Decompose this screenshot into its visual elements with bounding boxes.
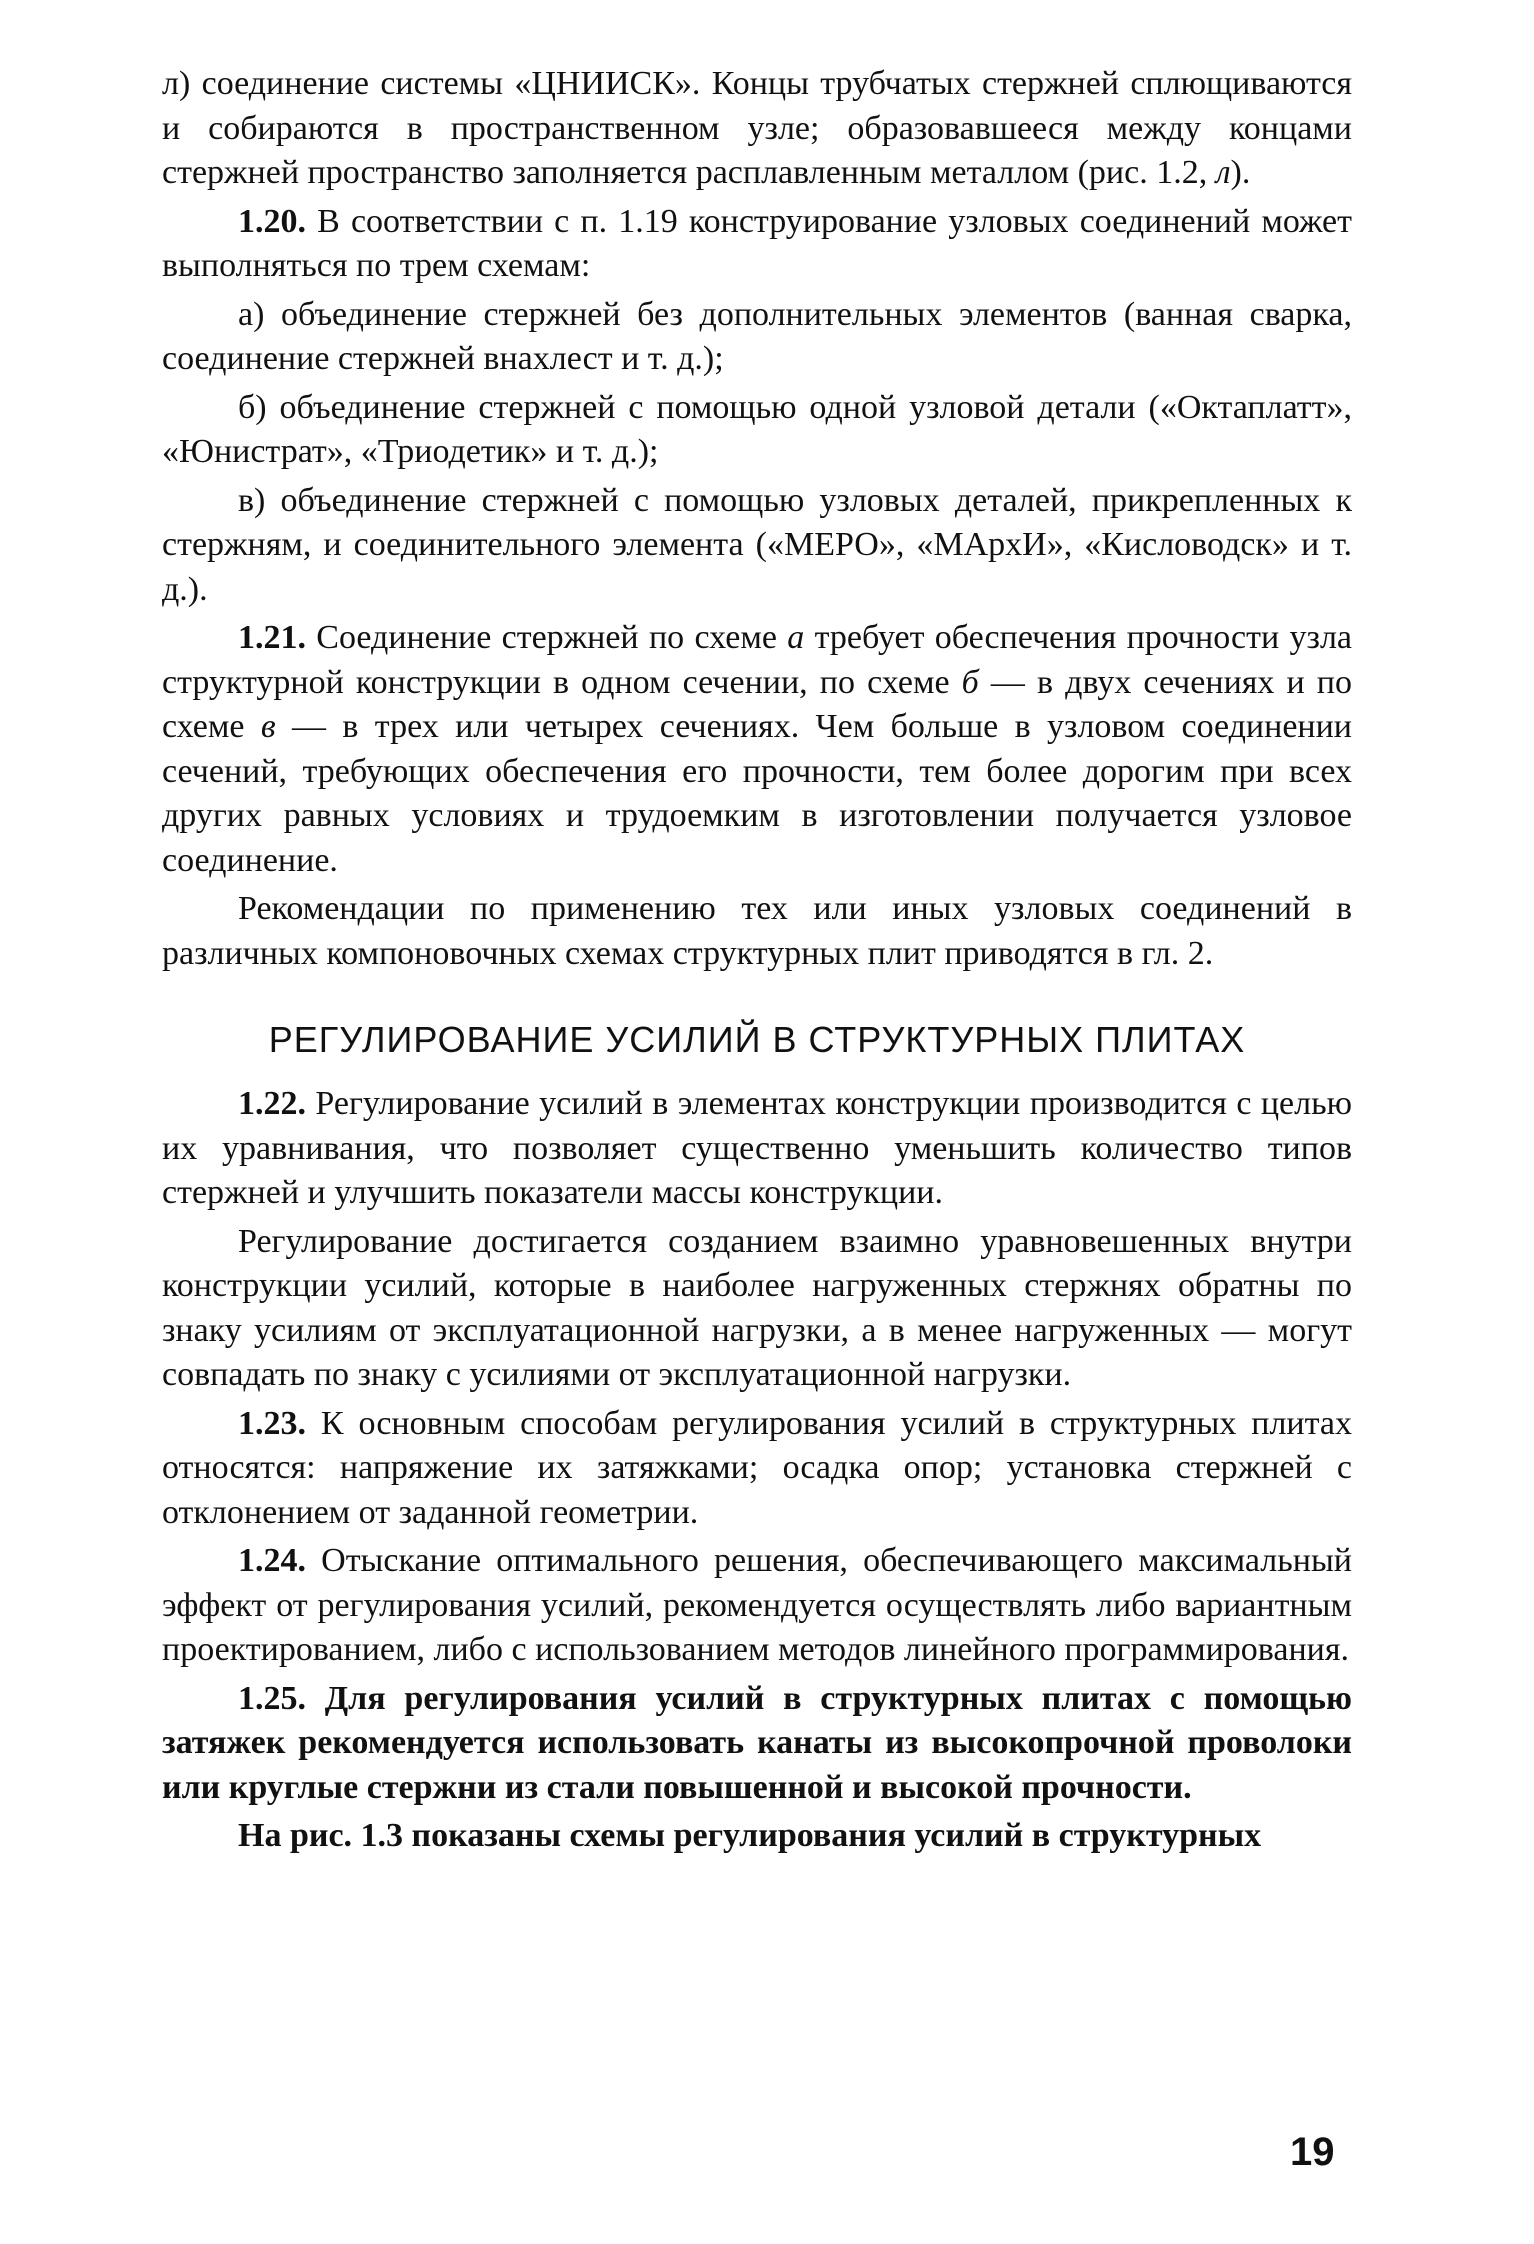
clause-number: 1.23. [238,1404,306,1442]
document-body [162,62,1352,1863]
paragraph-1-25: 1.25. Для регулирования усилий в структурных плитах с помощью затяжек рекомендуется использовать канаты из высокопрочной проволоки или круглые стержни из стали повышенной и высокой прочности. [162,1679,1352,1806]
paragraph-item-l: л) соединение системы «ЦНИИСК». Концы трубчатых стержней сплющиваются и собираются в пространственном узле; образовавшееся между концами стержней пространство заполняется расплавленным металлом (рис. 1.2, л). [162,65,1352,191]
clause-number: 1.25. [238,1679,306,1717]
paragraph-1-20: 1.20. В соответствии с п. 1.19 конструирование узловых соединений может выполняться по трем схемам: [162,202,1352,284]
paragraph-figure-reference: На рис. 1.3 показаны схемы регулирования усилий в структурных [238,1817,1262,1854]
clause-number: 1.21. [238,619,306,656]
list-item-v: в) объединение стержней с помощью узловых деталей, прикрепленных к стержням, и соединительного элемента («МЕРО», «МАрхИ», «Кисловодск» и т. д.). [162,481,1352,608]
clause-number: 1.22. [238,1085,306,1122]
paragraph-regulation: Регулирование достигается созданием взаимно уравновешенных внутри конструкции усилий, которые в наиболее нагруженных стержнях обратны по знаку усилиям от эксплуатационной нагрузки, а в менее нагруженных — могут совпадать по знаку с усилиями от эксплуатационной нагрузки. [162,1222,1352,1393]
clause-number: 1.20. [238,202,306,240]
clause-number: 1.24. [238,1542,306,1579]
paragraph-recommendations: Рекомендации по применению тех или иных узловых соединений в различных компоновочных схемах структурных плит приводятся в гл. 2. [162,890,1352,972]
page-number: 19 [1290,2130,1335,2174]
list-item-a: а) объединение стержней без дополнительных элементов (ванная сварка, соединение стержней внахлест и т. д.); [162,295,1352,377]
list-item-b: б) объединение стержней с помощью одной узловой детали («Октаплатт», «Юнистрат», «Триодетик» и т. д.); [162,388,1352,470]
paragraph-1-22: 1.22. Регулирование усилий в элементах конструкции производится с целью их уравнивания, что позволяет существенно уменьшить количество типов стержней и улучшить показатели массы конструкции. [162,1085,1352,1211]
paragraph-1-23: 1.23. К основным способам регулирования усилий в структурных плитах относятся: напряжение их затяжками; осадка опор; установка стержней с отклонением от заданной геометрии. [162,1404,1352,1531]
paragraph-1-24: 1.24. Отыскание оптимального решения, обеспечивающего максимальный эффект от регулирования усилий, рекомендуется осуществлять либо вариантным проектированием, либо с использованием методов линейного программирования. [162,1542,1352,1668]
paragraph-1-21: 1.21. Соединение стержней по схеме а требует обеспечения прочности узла структурной конструкции в одном сечении, по схеме б — в двух сечениях и по схеме в — в трех или четырех сечениях. Чем больше в узловом соединении сечений, требующих обеспечения его прочности, тем более дорогим при всех других равных условиях и трудоемким в изготовлении получается узловое соединение. [162,619,1353,879]
section-title: РЕГУЛИРОВАНИЕ УСИЛИЙ В СТРУКТУРНЫХ ПЛИТАХ [268,1019,1246,1060]
